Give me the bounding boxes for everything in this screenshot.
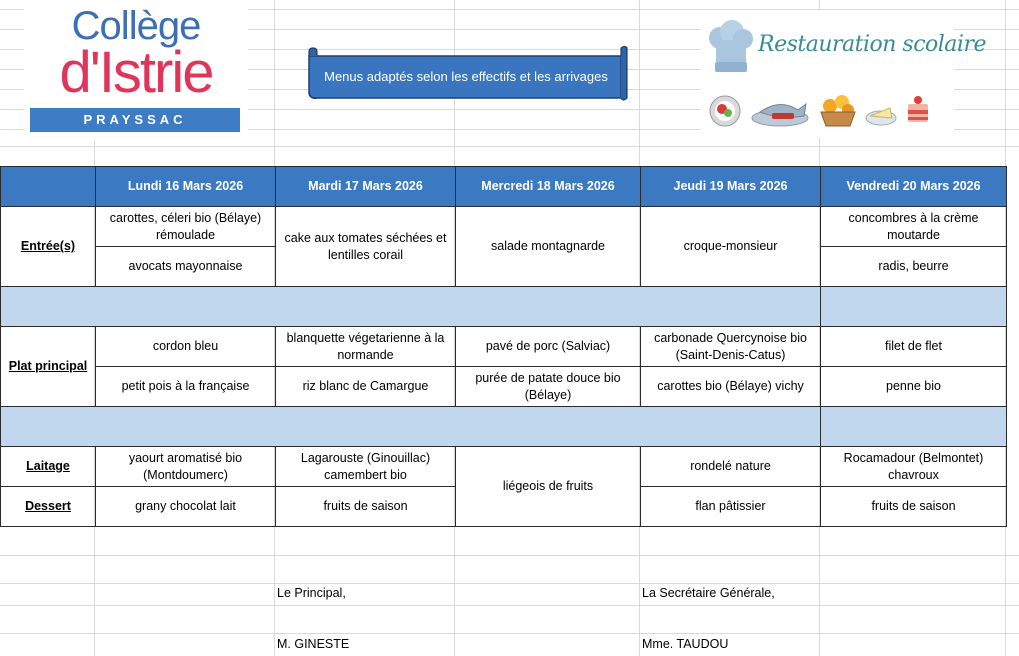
banner-text: Menus adaptés selon les effectifs et les arrivages [324,69,608,84]
entree-mercredi: salade montagnarde [456,207,641,287]
laitage-row [1,447,1007,487]
plat-mercredi-1: pavé de porc (Salviac) [456,327,641,367]
day-header-vendredi: Vendredi 20 Mars 2026 [821,167,1007,207]
separator-cell [1,407,821,447]
cheese-plate-icon [864,98,898,128]
menu-table [0,166,1007,527]
dessert-lundi: grany chocolat lait [96,487,276,527]
restauration-header [700,10,986,138]
separator-cell [821,407,1007,447]
day-header-mardi: Mardi 17 Mars 2026 [276,167,456,207]
info-banner [305,44,633,108]
laitage-lundi: yaourt aromatisé bio (Montdoumerc) [96,447,276,487]
salad-plate-icon [708,94,742,128]
secretaire-name: Mme. TAUDOU [642,637,729,651]
logo-istrie-text: d'Istrie [59,40,213,105]
principal-title: Le Principal, [277,586,346,600]
plat-jeudi-2: carottes bio (Bélaye) vichy [641,367,821,407]
row-label-laitage: Laitage [1,447,96,487]
plat-mardi-1: blanquette végetarienne à la normande [276,327,456,367]
plat-lundi-1: cordon bleu [96,327,276,367]
cake-icon [904,92,932,126]
separator-cell [1,287,821,327]
fruit-basket-icon [818,92,858,128]
entree-mardi: cake aux tomates séchées et lentilles corail [276,207,456,287]
plat-mercredi-2: purée de patate douce bio (Bélaye) [456,367,641,407]
day-header-jeudi: Jeudi 19 Mars 2026 [641,167,821,207]
plat-mardi-2: riz blanc de Camargue [276,367,456,407]
entree-jeudi: croque-monsieur [641,207,821,287]
plat-lundi-2: petit pois à la française [96,367,276,407]
laitage-dessert-mercredi: liégeois de fruits [456,447,641,527]
plat-vendredi-1: filet de flet [821,327,1007,367]
header-corner [1,167,96,207]
row-label-entrees: Entrée(s) [1,207,96,287]
entree-vendredi-1: concombres à la crème moutarde [821,207,1007,247]
row-label-dessert: Dessert [1,487,96,527]
principal-name: M. GINESTE [277,637,350,651]
plat-vendredi-2: penne bio [821,367,1007,407]
logo-prayssac-band: PRAYSSAC [30,108,240,132]
plat-jeudi-1: carbonade Quercynoise bio (Saint-Denis-Catus) [641,327,821,367]
row-label-plat: Plat principal [1,327,96,407]
fish-plate-icon [750,94,810,128]
day-header-mercredi: Mercredi 18 Mars 2026 [456,167,641,207]
dessert-mardi: fruits de saison [276,487,456,527]
separator-row-2 [1,407,1007,447]
entrees-row-1 [1,207,1007,247]
plat-row-1 [1,327,1007,367]
college-logo [24,0,248,140]
logo-college-text: Collège [71,4,201,48]
header-row [1,167,1007,207]
separator-cell [821,287,1007,327]
entree-vendredi-2: radis, beurre [821,247,1007,287]
laitage-jeudi: rondelé nature [641,447,821,487]
separator-row-1 [1,287,1007,327]
chef-hat-icon [706,20,754,76]
laitage-vendredi: Rocamadour (Belmontet) chavroux [821,447,1007,487]
entree-lundi-1: carottes, céleri bio (Bélaye) rémoulade [96,207,276,247]
dessert-vendredi: fruits de saison [821,487,1007,527]
entree-lundi-2: avocats mayonnaise [96,247,276,287]
dessert-jeudi: flan pâtissier [641,487,821,527]
laitage-mardi: Lagarouste (Ginouillac) camembert bio [276,447,456,487]
restauration-title: Restauration scolaire [758,32,986,57]
plat-row-2 [1,367,1007,407]
day-header-lundi: Lundi 16 Mars 2026 [96,167,276,207]
secretaire-title: La Secrétaire Générale, [642,586,775,600]
